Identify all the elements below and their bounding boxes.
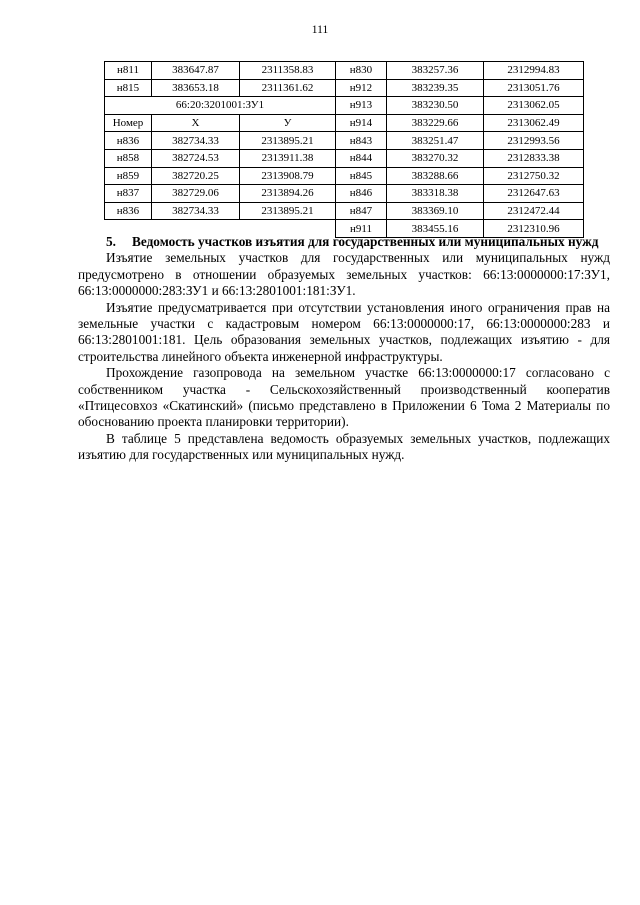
paragraph: Прохождение газопровода на земельном участке 66:13:0000000:17 согласовано с собственником участка - Сельскохозяйственный производственный кооператив «Птицесовхоз «Скатинский» (письмо представлено в Приложении 6 Тома 2 Материалы по обоснованию проекта планировки территории).	[78, 365, 610, 430]
y-cell: 2311361.62	[240, 79, 336, 97]
point-cell: н912	[336, 79, 387, 97]
x-cell: 383318.38	[387, 185, 484, 203]
point-cell: н836	[105, 202, 152, 220]
y-cell: 2312310.96	[484, 220, 584, 238]
x-cell: 383369.10	[387, 202, 484, 220]
table-row	[105, 149, 584, 167]
y-cell: У	[240, 114, 336, 132]
y-cell: 2313908.79	[240, 167, 336, 185]
table-row	[105, 62, 584, 80]
x-cell: 382734.33	[152, 132, 240, 150]
paragraph: Изъятие предусматривается при отсутствии установления иного ограничения прав на земельные участки с кадастровым номером 66:13:0000000:17, 66:13:0000000:283 и 66:13:2801001:181. Цель образования земельных участков, подлежащих изъятию - для строительства линейного объекта инженерной инфраструктуры.	[78, 299, 610, 364]
document-body	[78, 234, 610, 464]
point-cell: н858	[105, 149, 152, 167]
y-cell: 2313062.05	[484, 97, 584, 115]
x-cell: 383251.47	[387, 132, 484, 150]
x-cell: 383239.35	[387, 79, 484, 97]
table-row	[105, 132, 584, 150]
x-cell: 382720.25	[152, 167, 240, 185]
page-number: 111	[311, 24, 329, 36]
x-cell: 383230.50	[387, 97, 484, 115]
y-cell: 2312993.56	[484, 132, 584, 150]
y-cell: 2312833.38	[484, 149, 584, 167]
x-cell: 382729.06	[152, 185, 240, 203]
y-cell: 2312750.32	[484, 167, 584, 185]
table-row	[105, 97, 584, 115]
y-cell: 2311358.83	[240, 62, 336, 80]
x-cell: 383647.87	[152, 62, 240, 80]
point-cell: н843	[336, 132, 387, 150]
section-title: Ведомость участков изъятия для государственных или муниципальных нужд	[131, 234, 599, 249]
point-cell: н811	[105, 62, 152, 80]
point-cell: н836	[105, 132, 152, 150]
section-number: 5.	[106, 234, 116, 249]
point-cell: н845	[336, 167, 387, 185]
y-cell: 2313911.38	[240, 149, 336, 167]
y-cell: 2313895.21	[240, 132, 336, 150]
parcel-id-cell: 66:20:3201001:ЗУ1	[105, 97, 336, 115]
x-cell: 383288.66	[387, 167, 484, 185]
x-cell: 383270.32	[387, 149, 484, 167]
point-cell: н815	[105, 79, 152, 97]
y-cell: 2312647.63	[484, 185, 584, 203]
section-heading	[78, 234, 610, 250]
coordinates-table	[104, 61, 584, 238]
table-row	[105, 167, 584, 185]
x-cell: 382734.33	[152, 202, 240, 220]
table-row	[105, 79, 584, 97]
point-cell: н837	[105, 185, 152, 203]
x-cell: 383229.66	[387, 114, 484, 132]
y-cell: 2312472.44	[484, 202, 584, 220]
x-cell: Х	[152, 114, 240, 132]
y-cell: 2312994.83	[484, 62, 584, 80]
paragraph: В таблице 5 представлена ведомость образуемых земельных участков, подлежащих изъятию для государственных или муниципальных нужд.	[78, 430, 610, 463]
point-cell: н847	[336, 202, 387, 220]
point-cell: н914	[336, 114, 387, 132]
point-cell: н846	[336, 185, 387, 203]
point-cell: н830	[336, 62, 387, 80]
point-cell: н859	[105, 167, 152, 185]
point-cell: н911	[336, 220, 387, 238]
paragraph: Изъятие земельных участков для государственных или муниципальных нужд предусмотрено в отношении образуемых земельных участков: 66:13:0000000:17:ЗУ1, 66:13:0000000:283:ЗУ1 и 66:13:2801001:181:ЗУ1.	[78, 250, 610, 299]
x-cell: 382724.53	[152, 149, 240, 167]
point-cell: Номер	[105, 114, 152, 132]
x-cell: 383257.36	[387, 62, 484, 80]
y-cell: 2313894.26	[240, 185, 336, 203]
point-cell: н913	[336, 97, 387, 115]
y-cell: 2313051.76	[484, 79, 584, 97]
x-cell: 383455.16	[387, 220, 484, 238]
y-cell: 2313895.21	[240, 202, 336, 220]
point-cell: н844	[336, 149, 387, 167]
table-row	[105, 185, 584, 203]
y-cell: 2313062.49	[484, 114, 584, 132]
table-row	[105, 202, 584, 220]
table-row	[105, 114, 584, 132]
x-cell: 383653.18	[152, 79, 240, 97]
